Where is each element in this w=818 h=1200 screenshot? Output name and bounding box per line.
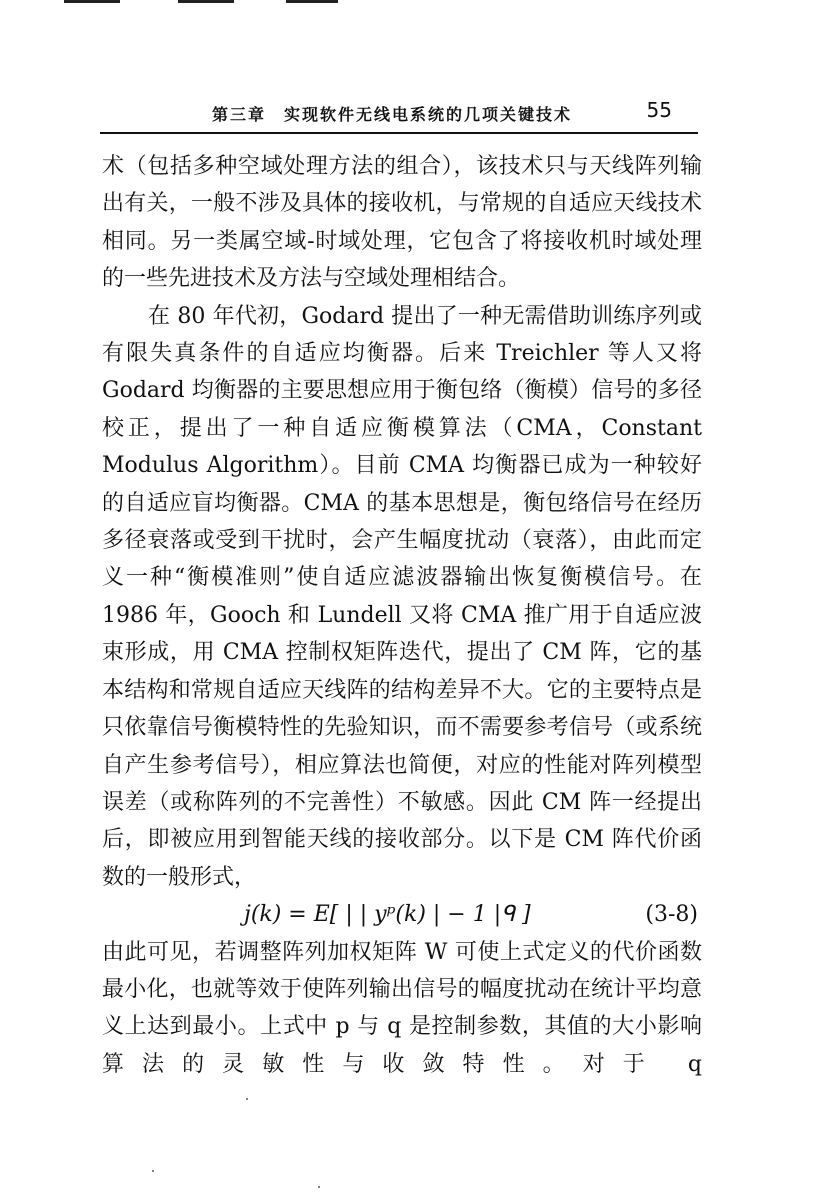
running-header: [100, 96, 698, 134]
chapter-title: 第三章 实现软件无线电系统的几项关键技术: [212, 105, 573, 124]
scan-speck: [318, 1186, 320, 1188]
equation-formula: j(k) = E[ | | yᵖ(k) | − 1 |ᑫ ]: [244, 902, 531, 928]
equation-number: (3-8): [645, 902, 698, 928]
scan-speck: [246, 1098, 248, 1100]
scan-mark: [178, 0, 234, 3]
scan-mark: [64, 0, 120, 3]
paragraph: 在 80 年代初，Godard 提出了一种无需借助训练序列或有限失真条件的自适应均衡器。后来 Treichler 等人又将 Godard 均衡器的主要思想应用于衡包络（衡模）信号的多径校正，提出了一种自适应衡模算法（CMA，Constant Modulus Algorithm）。目前 CMA 均衡器已成为一种较好的自适应盲均衡器。CMA 的基本思想是，衡包络信号在经历多径衰落或受到干扰时，会产生幅度扰动（衰落），由此而定义一种“衡模准则”使自适应滤波器输出恢复衡模信号。在 1986 年，Gooch 和 Lundell 又将 CMA 推广用于自适应波束形成，用 CMA 控制权矩阵迭代，提出了 CM 阵，它的基本结构和常规自适应天线阵的结构差异不大。它的主要特点是只依靠信号衡模特性的先验知识，而不需要参考信号（或系统自产生参考信号），相应算法也简便，对应的性能对阵列模型误差（或称阵列的不完善性）不敏感。因此 CM 阵一经提出后，即被应用到智能天线的接收部分。以下是 CM 阵代价函数的一般形式，: [102, 303, 702, 890]
page-number: 55: [646, 98, 672, 122]
paragraph: 由此可见，若调整阵列加权矩阵 W 可使上式定义的代价函数最小化，也就等效于使阵列输出信号的幅度扰动在统计平均意义上达到最小。上式中 p 与 q 是控制参数，其值的大小影响算法的灵敏性与收敛特性。对于 q: [102, 939, 702, 1077]
paragraph: 术（包括多种空域处理方法的组合），该技术只与天线阵列输出有关，一般不涉及具体的接收机，与常规的自适应天线技术相同。另一类属空域-时域处理，它包含了将接收机时域处理的一些先进技术及方法与空域处理相结合。: [102, 154, 702, 292]
equation: [102, 896, 702, 933]
scan-mark: [286, 0, 338, 3]
page-body: [102, 148, 702, 1083]
scan-speck: [152, 1170, 154, 1172]
